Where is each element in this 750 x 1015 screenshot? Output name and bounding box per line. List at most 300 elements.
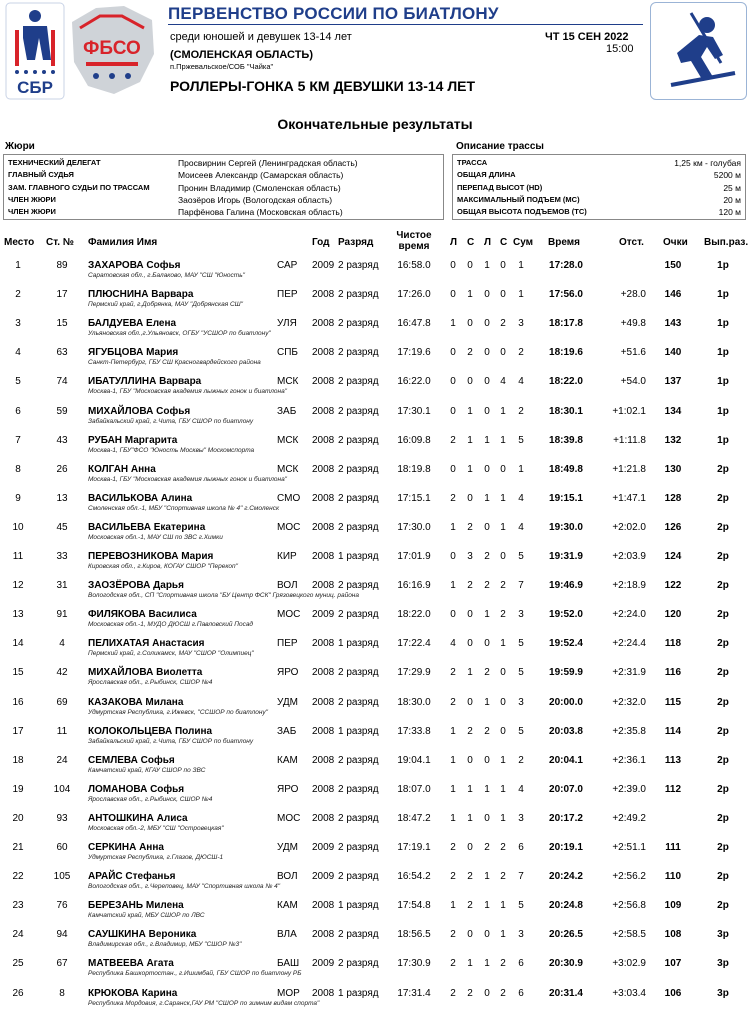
total-time: 18:49.8 <box>549 463 583 475</box>
year-cell: 2008 <box>312 987 335 999</box>
net-time-cell: 17:22.4 <box>397 638 431 650</box>
team-code: ЯРО <box>277 667 299 679</box>
points-cell: 124 <box>664 551 682 562</box>
fbso-logo-text: ФБСО <box>83 38 141 59</box>
behind-cell: +2:56.8 <box>612 900 646 912</box>
total-time: 20:00.0 <box>549 696 583 708</box>
team-code: КИР <box>277 551 297 562</box>
shoot-sum: 3 <box>518 318 524 330</box>
course-value: 25 м <box>723 182 741 193</box>
place-cell: 19 <box>12 783 24 795</box>
points-cell: 116 <box>664 667 682 679</box>
rank-cell: 2 разряд <box>338 667 379 679</box>
bib-cell: 45 <box>56 521 68 533</box>
shoot-l2: 0 <box>484 405 490 417</box>
shoot-l2: 0 <box>484 987 490 999</box>
team-code: ЗАБ <box>277 725 297 737</box>
category-done: 2р <box>717 812 729 824</box>
rank-cell: 2 разряд <box>338 696 379 708</box>
rank-cell: 2 разряд <box>338 609 379 621</box>
year-cell: 2008 <box>312 376 335 388</box>
bib-cell: 74 <box>56 376 68 388</box>
shoot-sum: 1 <box>518 463 524 475</box>
points-cell: 106 <box>664 987 682 999</box>
shoot-l1: 0 <box>450 289 456 301</box>
table-row <box>0 578 750 607</box>
course-heading: Описание трассы <box>456 141 544 152</box>
shoot-s2: 1 <box>500 405 506 417</box>
behind-cell: +1:21.8 <box>612 463 646 475</box>
shoot-sum: 3 <box>518 929 524 941</box>
athlete-club: Москва-1, ГБУ"ФСО "Юность Москвы" Москомспорта <box>88 446 255 454</box>
shoot-l2: 2 <box>484 580 490 592</box>
course-row <box>457 194 741 206</box>
bib-cell: 89 <box>56 260 68 271</box>
athlete-club: Вологодская обл., г.Череповец, МАУ "Спортивная школа № 4" <box>88 883 281 891</box>
total-time: 19:30.0 <box>549 521 583 533</box>
shoot-sum: 6 <box>518 958 524 970</box>
table-row <box>0 956 750 985</box>
shoot-s2: 2 <box>500 609 506 621</box>
shoot-s1: 1 <box>467 812 473 824</box>
athlete-club: Саратовская обл., г.Балаково, МАУ "СШ "Юность" <box>88 272 245 279</box>
course-row <box>457 206 741 218</box>
bib-cell: 33 <box>56 551 68 562</box>
shoot-l2: 0 <box>484 638 490 650</box>
total-time: 20:19.1 <box>549 842 583 853</box>
shoot-sum: 1 <box>518 260 524 271</box>
shoot-s1: 0 <box>467 609 473 621</box>
shoot-s1: 0 <box>467 842 473 853</box>
place-cell: 7 <box>15 434 21 446</box>
team-code: КАМ <box>277 754 298 766</box>
table-row <box>0 491 750 520</box>
table-row <box>0 462 750 491</box>
rank-cell: 2 разряд <box>338 812 379 824</box>
net-time-cell: 17:01.9 <box>397 551 431 562</box>
shoot-s1: 2 <box>467 987 473 999</box>
team-code: МСК <box>277 376 299 388</box>
col-bib: Ст. № <box>46 237 74 248</box>
shoot-s1: 0 <box>467 260 473 271</box>
team-code: ПЕР <box>277 289 298 301</box>
total-time: 20:24.8 <box>549 900 583 912</box>
jury-row <box>8 157 439 169</box>
rank-cell: 2 разряд <box>338 521 379 533</box>
bib-cell: 67 <box>56 958 68 970</box>
behind-cell: +2:36.1 <box>612 754 646 766</box>
course-row <box>457 169 741 181</box>
shoot-s1: 0 <box>467 696 473 708</box>
place-cell: 8 <box>15 463 21 475</box>
rank-cell: 2 разряд <box>338 492 379 504</box>
points-cell: 110 <box>664 871 682 883</box>
shoot-s2: 0 <box>500 260 506 271</box>
category-done: 2р <box>717 725 729 737</box>
total-time: 19:15.1 <box>549 492 583 504</box>
shoot-sum: 1 <box>518 289 524 301</box>
shoot-sum: 4 <box>518 521 524 533</box>
athlete-club: Ульяновская обл.,г.Ульяновск, ОГБУ "УСШОР по биатлону" <box>88 330 271 338</box>
table-row <box>0 753 750 782</box>
shoot-sum: 4 <box>518 376 524 388</box>
athlete-name: АРАЙС Стефанья <box>88 871 176 883</box>
shoot-l1: 0 <box>450 376 456 388</box>
team-code: УЛЯ <box>277 318 297 330</box>
category-done: 1р <box>717 405 729 417</box>
shoot-sum: 5 <box>518 900 524 912</box>
table-row <box>0 898 750 927</box>
shoot-sum: 5 <box>518 725 524 737</box>
shoot-l2: 0 <box>484 754 490 766</box>
total-time: 17:56.0 <box>549 289 583 301</box>
behind-cell: +2:24.4 <box>612 638 646 650</box>
place-cell: 13 <box>12 609 24 621</box>
year-cell: 2008 <box>312 638 335 650</box>
shoot-s2: 2 <box>500 958 506 970</box>
col-name: Фамилия Имя <box>88 237 158 248</box>
total-time: 19:59.9 <box>549 667 583 679</box>
behind-cell: +2:35.8 <box>612 725 646 737</box>
shoot-s1: 2 <box>467 871 473 883</box>
shoot-sum: 7 <box>518 580 524 592</box>
rank-cell: 2 разряд <box>338 929 379 941</box>
rank-cell: 2 разряд <box>338 434 379 446</box>
behind-cell: +3:02.9 <box>612 958 646 970</box>
behind-cell: +2:18.9 <box>612 580 646 592</box>
shoot-l1: 2 <box>450 492 456 504</box>
athlete-name: ПЕЛИХАТАЯ Анастасия <box>88 638 205 650</box>
place-cell: 15 <box>12 667 24 679</box>
final-results-title: Окончательные результаты <box>277 116 473 132</box>
net-time-cell: 18:22.0 <box>397 609 431 621</box>
points-cell: 128 <box>664 492 682 504</box>
place-cell: 23 <box>12 900 24 912</box>
shoot-s1: 1 <box>467 783 473 795</box>
shoot-s2: 0 <box>500 696 506 708</box>
shoot-l1: 0 <box>450 551 456 562</box>
category-done: 2р <box>717 551 729 562</box>
athlete-club: Московская обл.-1, МАУ СШ по ЗВС г.Химки <box>88 533 223 541</box>
shoot-s1: 0 <box>467 929 473 941</box>
athlete-club: Кировская обл., г.Киров, КОГАУ СШОР "Перекоп" <box>88 563 238 570</box>
athlete-club: Смоленская обл.-1, МБУ "Спортивная школа № 4" г.Смоленск <box>88 504 280 512</box>
net-time-cell: 16:22.0 <box>397 376 431 388</box>
jury-role: ГЛАВНЫЙ СУДЬЯ <box>8 170 74 180</box>
shoot-l2: 1 <box>484 900 490 912</box>
year-cell: 2008 <box>312 812 335 824</box>
net-time-cell: 16:47.8 <box>397 318 431 330</box>
shoot-l2: 0 <box>484 376 490 388</box>
shoot-sum: 2 <box>518 347 524 359</box>
team-code: УДМ <box>277 842 299 853</box>
points-cell: 120 <box>664 609 682 621</box>
athlete-name: МАТВЕЕВА Агата <box>88 958 174 970</box>
category-done: 2р <box>717 842 729 853</box>
year-cell: 2009 <box>312 609 335 621</box>
athlete-name: АНТОШКИНА Алиса <box>88 812 188 824</box>
rank-cell: 2 разряд <box>338 842 379 853</box>
athlete-club: Москва-1, ГБУ "Московская академия лыжных гонок и биатлона" <box>88 388 287 396</box>
team-code: МОС <box>277 812 301 824</box>
athlete-name: СЕРКИНА Анна <box>88 842 164 853</box>
year-cell: 2008 <box>312 580 335 592</box>
shoot-sum: 2 <box>518 754 524 766</box>
place-cell: 17 <box>12 725 24 737</box>
shoot-s1: 1 <box>467 463 473 475</box>
shoot-sum: 5 <box>518 551 524 562</box>
rank-cell: 1 разряд <box>338 638 379 650</box>
athlete-name: ЛОМАНОВА Софья <box>88 783 185 795</box>
jury-row <box>8 194 439 206</box>
shoot-l1: 2 <box>450 434 456 446</box>
shoot-l2: 0 <box>484 318 490 330</box>
event-date: ЧТ 15 СЕН 2022 <box>545 31 629 43</box>
net-time-cell: 17:19.6 <box>397 347 431 359</box>
bib-cell: 13 <box>56 492 68 504</box>
total-time: 17:28.0 <box>549 260 583 271</box>
place-cell: 3 <box>15 318 21 330</box>
net-time-cell: 17:29.9 <box>397 667 431 679</box>
table-row <box>0 986 750 1015</box>
net-time-cell: 16:09.8 <box>397 434 431 446</box>
place-cell: 10 <box>12 521 24 533</box>
shoot-l1: 0 <box>450 609 456 621</box>
bib-cell: 4 <box>59 638 65 650</box>
total-time: 20:07.0 <box>549 783 583 795</box>
rank-cell: 2 разряд <box>338 260 379 271</box>
table-row <box>0 287 750 316</box>
points-cell: 112 <box>664 783 682 795</box>
shoot-s1: 0 <box>467 754 473 766</box>
jury-role: ТЕХНИЧЕСКИЙ ДЕЛЕГАТ <box>8 158 101 167</box>
shoot-s2: 2 <box>500 580 506 592</box>
year-cell: 2008 <box>312 434 335 446</box>
athlete-club: Удмуртская Республика, г.Ижевск, "ССШОР по биатлону" <box>88 708 268 716</box>
category-done: 1р <box>717 318 729 330</box>
place-cell: 18 <box>12 754 24 766</box>
table-row <box>0 433 750 462</box>
place-cell: 20 <box>12 812 24 824</box>
shoot-s1: 2 <box>467 347 473 359</box>
bib-cell: 104 <box>53 783 71 795</box>
shoot-l1: 1 <box>450 521 456 533</box>
table-row <box>0 695 750 724</box>
behind-cell: +1:47.1 <box>612 492 646 504</box>
shoot-s1: 1 <box>467 434 473 446</box>
shoot-s2: 1 <box>500 492 506 504</box>
shoot-sum: 4 <box>518 492 524 504</box>
shoot-sum: 6 <box>518 842 524 853</box>
championship-title: ПЕРВЕНСТВО РОССИИ ПО БИАТЛОНУ <box>168 4 499 23</box>
shoot-l1: 0 <box>450 463 456 475</box>
place-cell: 4 <box>15 347 21 359</box>
net-time-cell: 16:54.2 <box>397 871 431 883</box>
shoot-s1: 0 <box>467 638 473 650</box>
shoot-s1: 0 <box>467 376 473 388</box>
category-done: 1р <box>717 289 729 301</box>
jury-member: Моисеев Александр (Самарская область) <box>178 170 344 181</box>
category-done: 2р <box>717 609 729 621</box>
place-cell: 22 <box>12 871 24 883</box>
table-row <box>0 316 750 345</box>
year-cell: 2009 <box>312 260 335 271</box>
event-venue: п.Пржевальское/СОБ "Чайка" <box>170 62 274 71</box>
shoot-l2: 1 <box>484 609 490 621</box>
bib-cell: 93 <box>56 812 68 824</box>
total-time: 18:39.8 <box>549 434 583 446</box>
points-cell: 122 <box>664 580 682 592</box>
athlete-club: Республика Мордовия, г.Саранск,ГАУ РМ "СШОР по зимним видам спорта" <box>88 999 320 1007</box>
shoot-s2: 1 <box>500 521 506 533</box>
points-cell: 130 <box>664 463 682 475</box>
table-row <box>0 927 750 956</box>
points-cell: 114 <box>664 725 682 737</box>
place-cell: 12 <box>12 580 24 592</box>
bib-cell: 43 <box>56 434 68 446</box>
table-row <box>0 549 750 578</box>
sbr-logo <box>5 2 65 100</box>
shoot-l2: 1 <box>484 434 490 446</box>
points-cell: 109 <box>664 900 682 912</box>
behind-cell: +2:02.0 <box>612 521 646 533</box>
shoot-s1: 3 <box>467 551 473 562</box>
behind-cell: +2:58.5 <box>612 929 646 941</box>
athlete-name: БЕРЕЗАНЬ Милена <box>88 900 184 912</box>
athlete-club: Ярославская обл., г.Рыбинск, СШОР №4 <box>88 795 213 803</box>
athlete-name: СЕМЛЕВА Софья <box>88 754 175 766</box>
bib-cell: 11 <box>56 725 68 737</box>
athlete-club: Забайкальский край, г.Чита, ГБУ СШОР по биатлону <box>88 737 254 745</box>
table-row <box>0 374 750 403</box>
place-cell: 21 <box>12 842 24 853</box>
table-row <box>0 404 750 433</box>
category-done: 3р <box>717 987 729 999</box>
fbso-logo <box>66 2 158 98</box>
athlete-club: Вологодская обл., СП "Спортивная школа "БУ Центр ФСК" Грязовецкого муниц. района <box>88 592 360 600</box>
shoot-s2: 1 <box>500 783 506 795</box>
shoot-l1: 1 <box>450 754 456 766</box>
rank-cell: 1 разряд <box>338 900 379 912</box>
shoot-sum: 5 <box>518 638 524 650</box>
behind-cell: +2:49.2 <box>612 812 646 824</box>
jury-member: Заозёров Игорь (Вологодская область) <box>178 194 333 205</box>
year-cell: 2008 <box>312 318 335 330</box>
athlete-club: Удмуртская Республика, г.Глазов, ДЮСШ-1 <box>88 854 224 861</box>
shoot-s2: 1 <box>500 754 506 766</box>
category-done: 1р <box>717 260 729 271</box>
category-done: 2р <box>717 696 729 708</box>
net-time-cell: 18:07.0 <box>397 783 431 795</box>
net-time-cell: 19:04.1 <box>397 754 431 766</box>
shoot-s2: 4 <box>500 376 506 388</box>
shoot-l1: 1 <box>450 812 456 824</box>
net-time-cell: 16:58.0 <box>397 260 431 271</box>
place-cell: 9 <box>15 492 21 504</box>
col-done: Вып.раз. <box>704 237 749 248</box>
shoot-l1: 1 <box>450 318 456 330</box>
shoot-sum: 5 <box>518 434 524 446</box>
table-row <box>0 811 750 840</box>
place-cell: 25 <box>12 958 24 970</box>
year-cell: 2008 <box>312 463 335 475</box>
shoot-l1: 1 <box>450 900 456 912</box>
team-code: БАШ <box>277 958 300 970</box>
points-cell: 126 <box>664 521 682 533</box>
total-time: 20:17.2 <box>549 812 583 824</box>
athlete-club: Пермский край, г.Соликамск, МАУ "СШОР "Олимпиец" <box>88 650 254 658</box>
points-cell: 118 <box>664 638 682 650</box>
col-l1: Л <box>450 237 458 248</box>
place-cell: 2 <box>15 289 21 301</box>
jury-role: ЗАМ. ГЛАВНОГО СУДЬИ ПО ТРАССАМ <box>8 182 150 192</box>
event-time: 15:00 <box>606 43 634 55</box>
team-code: СМО <box>277 492 301 504</box>
points-cell: 150 <box>664 260 682 271</box>
bib-cell: 17 <box>56 289 68 301</box>
category-done: 2р <box>717 667 729 679</box>
athlete-club: Московская обл.-1, МУДО ДЮСШ г.Павловский Посад <box>88 621 254 629</box>
total-time: 20:30.9 <box>549 958 583 970</box>
place-cell: 6 <box>15 405 21 417</box>
shoot-s2: 1 <box>500 929 506 941</box>
course-param: ТРАССА <box>457 158 488 167</box>
shoot-s2: 0 <box>500 667 506 679</box>
team-code: СПБ <box>277 347 298 359</box>
total-time: 20:31.4 <box>549 987 583 999</box>
total-time: 19:52.0 <box>549 609 583 621</box>
year-cell: 2008 <box>312 405 335 417</box>
shoot-l1: 1 <box>450 725 456 737</box>
place-cell: 1 <box>15 260 21 271</box>
shoot-s2: 0 <box>500 725 506 737</box>
year-cell: 2009 <box>312 871 335 883</box>
year-cell: 2009 <box>312 958 335 970</box>
bib-cell: 8 <box>59 987 65 999</box>
shoot-s2: 1 <box>500 638 506 650</box>
shoot-sum: 3 <box>518 696 524 708</box>
athlete-name: ПЛЮСНИНА Варвара <box>88 289 194 301</box>
place-cell: 24 <box>12 929 24 941</box>
shoot-l2: 1 <box>484 958 490 970</box>
jury-row <box>8 182 439 194</box>
shoot-s2: 2 <box>500 871 506 883</box>
athlete-club: Санкт-Петербург, ГБУ СШ Красногвардейского района <box>88 359 261 367</box>
behind-cell: +2:56.2 <box>612 871 646 883</box>
team-code: КАМ <box>277 900 298 912</box>
athlete-name: МИХАЙЛОВА Виолетта <box>88 667 203 679</box>
course-value: 20 м <box>723 194 741 205</box>
shoot-sum: 2 <box>518 405 524 417</box>
table-row <box>0 345 750 374</box>
course-row <box>457 157 741 169</box>
course-box <box>452 154 746 220</box>
category-done: 1р <box>717 376 729 388</box>
shoot-sum: 7 <box>518 871 524 883</box>
category-done: 2р <box>717 492 729 504</box>
behind-cell: +3:03.4 <box>612 987 646 999</box>
shoot-l2: 1 <box>484 696 490 708</box>
shoot-l1: 2 <box>450 871 456 883</box>
bib-cell: 42 <box>56 667 68 679</box>
year-cell: 2008 <box>312 347 335 359</box>
shoot-s2: 0 <box>500 463 506 475</box>
bib-cell: 91 <box>56 609 68 621</box>
total-time: 18:30.1 <box>549 405 583 417</box>
table-row <box>0 520 750 549</box>
behind-cell: +2:03.9 <box>612 551 646 562</box>
age-group: среди юношей и девушек 13-14 лет <box>170 31 352 43</box>
